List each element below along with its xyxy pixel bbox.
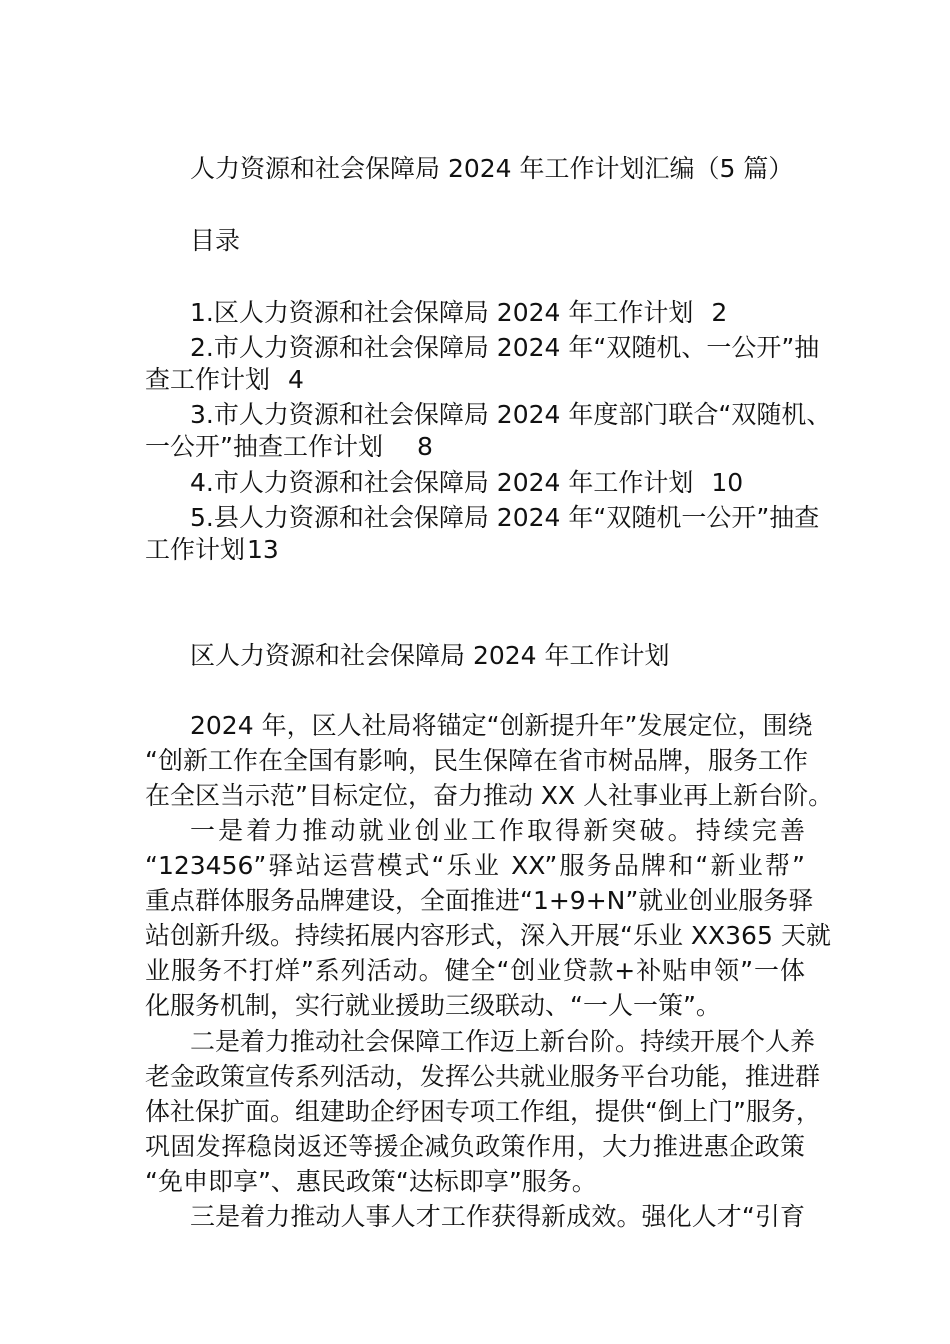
toc-entry-title-cont: 查工作计划	[145, 365, 271, 394]
document-title: 人力资源和社会保障局 2024 年工作计划汇编（5 篇）	[190, 154, 794, 183]
paragraph-line: 一是着力推动就业创业工作取得新突破。持续完善	[190, 816, 805, 845]
toc-entry-2[interactable]	[190, 332, 819, 364]
paragraph-line: 重点群体服务品牌建设，全面推进“1+9+N”就业创业服务驿	[145, 886, 814, 915]
toc-entry-title: 1.区人力资源和社会保障局 2024 年工作计划	[190, 298, 694, 327]
paragraph-line: 巩固发挥稳岗返还等援企减负政策作用，大力推进惠企政策	[145, 1132, 805, 1161]
paragraph-line: “免申即享”、惠民政策“达标即享”服务。	[145, 1167, 597, 1196]
toc-entry-3-continued[interactable]	[145, 431, 433, 463]
toc-page-number: 13	[247, 535, 279, 564]
toc-page-number: 4	[288, 365, 304, 394]
paragraph-line: 三是着力推动人事人才工作获得新成效。强化人才“引育	[190, 1202, 805, 1231]
toc-entry-title: 2.市人力资源和社会保障局 2024 年“双随机、一公开”抽	[190, 333, 820, 362]
toc-entry-1[interactable]	[190, 297, 727, 329]
paragraph-line: 二是着力推动社会保障工作迈上新台阶。持续开展个人养	[190, 1027, 816, 1056]
toc-page-number: 10	[711, 468, 744, 497]
toc-entry-5-continued[interactable]	[145, 534, 279, 566]
paragraph-line: “创新工作在全国有影响，民生保障在省市树品牌，服务工作	[145, 746, 808, 775]
toc-entry-2-continued[interactable]	[145, 364, 304, 396]
toc-heading: 目录	[190, 226, 241, 255]
toc-page-number: 8	[416, 432, 433, 461]
paragraph-line: 老金政策宣传系列活动，发挥公共就业服务平台功能，推进群	[145, 1062, 821, 1091]
paragraph-line: “123456”驿站运营模式“乐业 XX”服务品牌和“新业帮”	[145, 851, 805, 880]
toc-entry-3[interactable]	[190, 399, 831, 431]
section-title: 区人力资源和社会保障局 2024 年工作计划	[190, 641, 670, 670]
toc-entry-title: 3.市人力资源和社会保障局 2024 年度部门联合“双随机、	[190, 400, 832, 429]
toc-page-number: 2	[711, 298, 728, 327]
paragraph-line: 站创新升级。持续拓展内容形式，深入开展“乐业 XX365 天就	[145, 921, 831, 950]
paragraph-line: 在全区当示范”目标定位，奋力推动 XX 人社事业再上新台阶。	[145, 781, 834, 810]
paragraph-line: 2024 年，区人社局将锚定“创新提升年”发展定位，围绕	[190, 711, 813, 740]
toc-entry-4[interactable]	[190, 467, 743, 499]
toc-entry-5[interactable]	[190, 502, 819, 534]
toc-entry-title: 4.市人力资源和社会保障局 2024 年工作计划	[190, 468, 694, 497]
paragraph-line: 化服务机制，实行就业援助三级联动、“一人一策”。	[145, 991, 721, 1020]
toc-entry-title-cont: 一公开”抽查工作计划	[145, 432, 383, 461]
toc-entry-title-cont: 工作计划	[145, 535, 246, 564]
paragraph-line: 业服务不打烊”系列活动。健全“创业贷款+补贴申领”一体	[145, 956, 805, 985]
toc-entry-title: 5.县人力资源和社会保障局 2024 年“双随机一公开”抽查	[190, 503, 820, 532]
paragraph-line: 体社保扩面。组建助企纾困专项工作组，提供“倒上门”服务，	[145, 1097, 821, 1126]
